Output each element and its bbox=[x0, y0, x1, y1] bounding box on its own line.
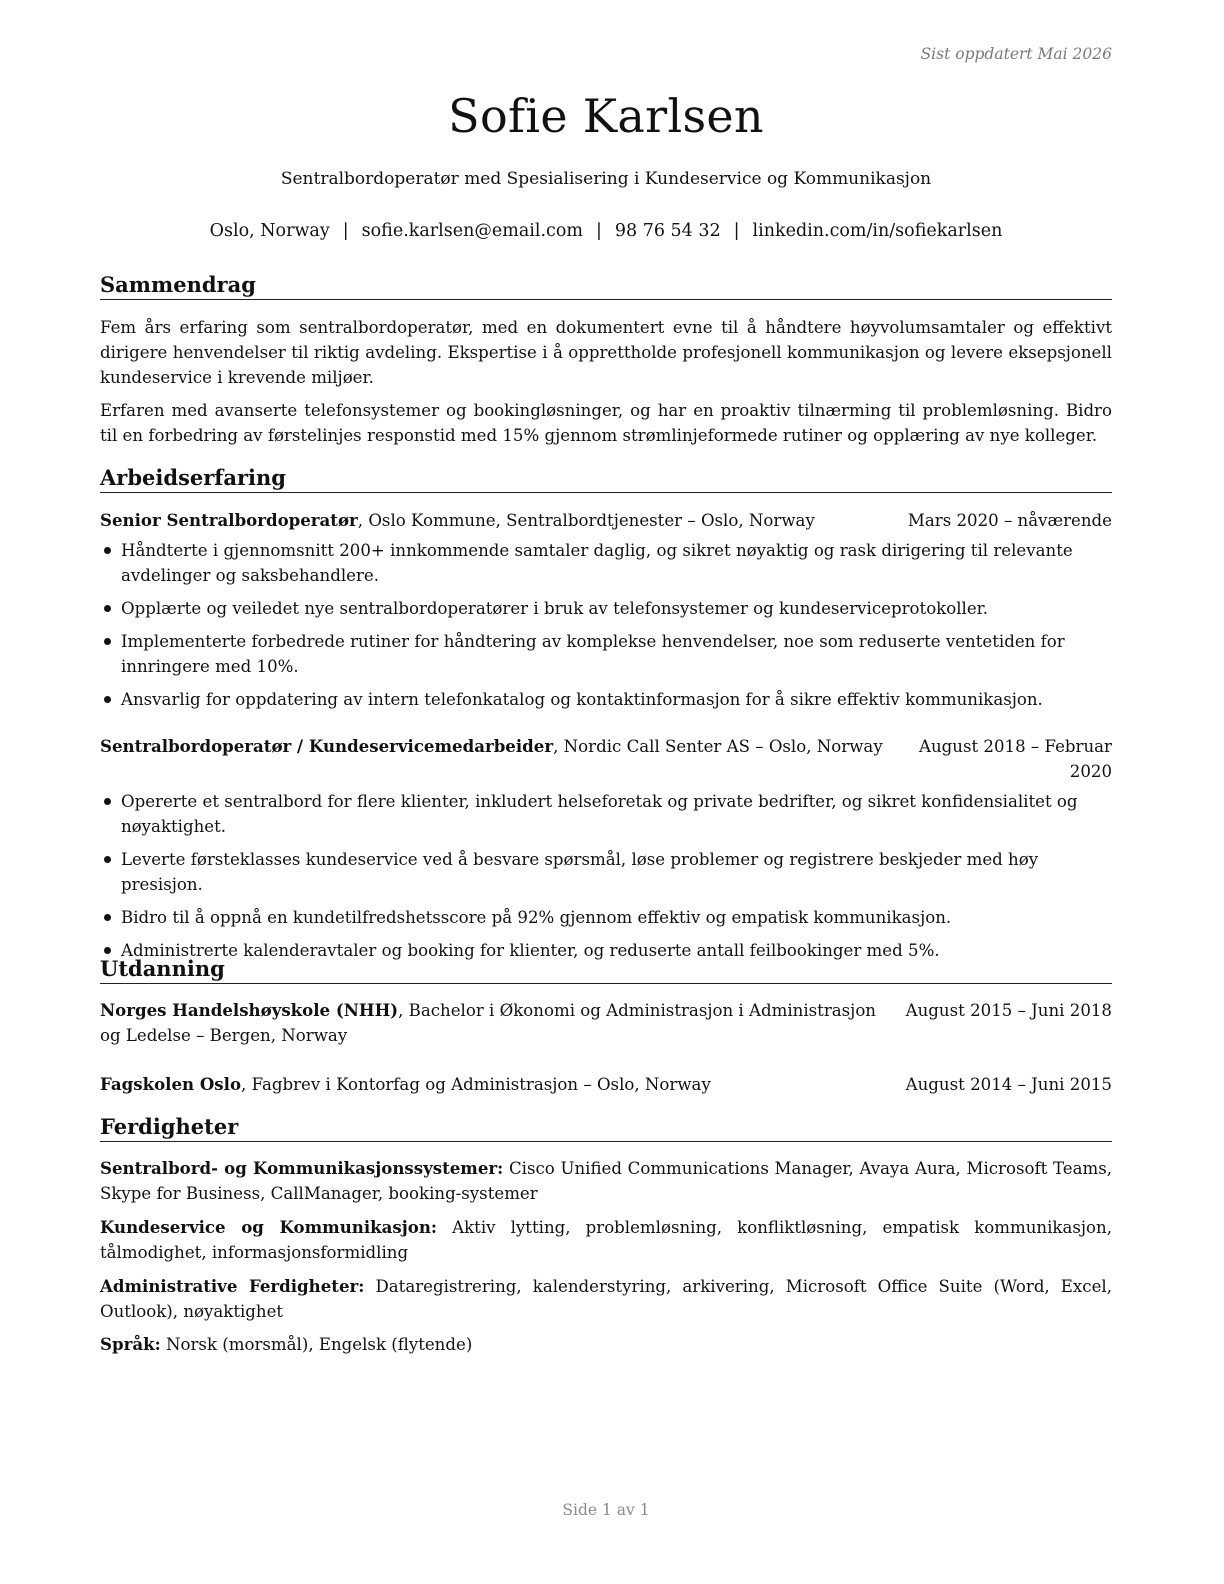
contact-separator: | bbox=[733, 221, 740, 241]
person-name: Sofie Karlsen bbox=[448, 89, 764, 143]
list-item: Leverte førsteklasses kundeservice ved å besvare spørsmål, løse problemer og registrere beskjeder med høy presisjon. bbox=[100, 847, 1112, 897]
education-details: , Bachelor i Økonomi og Administrasjon i Administrasjon bbox=[398, 1001, 876, 1020]
skill-text: Cisco Unified Communications Manager, Avaya Aura, Microsoft Teams, Skype for Business, CallManager, booking-systemer bbox=[100, 1159, 1112, 1203]
contact-separator: | bbox=[342, 221, 349, 241]
skill-text: Norsk (morsmål), Engelsk (flytende) bbox=[160, 1335, 473, 1354]
skill-item bbox=[100, 1274, 1112, 1324]
education-school: Fagskolen Oslo bbox=[100, 1074, 242, 1094]
education-details: og Ledelse – Bergen, Norway bbox=[100, 1026, 348, 1045]
contact-location: Oslo, Norway bbox=[209, 221, 330, 241]
job-role: Senior Sentralbordoperatør bbox=[100, 510, 358, 530]
contact-email[interactable]: sofie.karlsen@email.com bbox=[361, 221, 583, 241]
section-title-education: Utdanning bbox=[100, 956, 1112, 984]
resume-page bbox=[100, 0, 1112, 1584]
list-item: Opererte et sentralbord for flere klienter, inkludert helseforetak og private bedrifter, og sikret konfidensialitet og nøyaktighet. bbox=[100, 789, 1112, 839]
list-item: Opplærte og veiledet nye sentralbordoperatører i bruk av telefonsystemer og kundeserviceprotokoller. bbox=[100, 596, 1112, 621]
job-bullets bbox=[100, 538, 1112, 720]
section-title-summary: Sammendrag bbox=[100, 272, 1112, 300]
section-title-experience: Arbeidserfaring bbox=[100, 465, 1112, 493]
contact-separator: | bbox=[595, 221, 602, 241]
skill-label: Kundeservice og Kommunikasjon: bbox=[100, 1217, 438, 1237]
job-role: Sentralbordoperatør / Kundeservicemedarbeider bbox=[100, 736, 554, 756]
education-details: , Fagbrev i Kontorfag og Administrasjon – Oslo, Norway bbox=[241, 1075, 711, 1094]
education-school: Norges Handelshøyskole (NHH) bbox=[100, 1000, 399, 1020]
job-dates-line: August 2018 – Februar bbox=[918, 737, 1112, 756]
skill-label: Språk: bbox=[100, 1334, 161, 1354]
summary-paragraph: Erfaren med avanserte telefonsystemer og bookingløsninger, og har en proaktiv tilnærming til problemløsning. Bidro til en forbedring av førstelinjes responstid med 15% gjennom strømlinjeformede rutiner og opplæring av nye kolleger. bbox=[100, 401, 1112, 445]
education-dates: August 2015 – Juni 2018 bbox=[905, 1001, 1112, 1020]
last-updated: Sist oppdatert Mai 2026 bbox=[920, 45, 1112, 63]
page-footer: Side 1 av 1 bbox=[562, 1501, 650, 1519]
list-item: Håndterte i gjennomsnitt 200+ innkommende samtaler daglig, og sikret nøyaktig og rask dirigering til relevante avdelinger og saksbehandlere. bbox=[100, 538, 1112, 588]
contact-line bbox=[100, 219, 1112, 243]
job-bullets bbox=[100, 789, 1112, 971]
skill-item bbox=[100, 1215, 1112, 1265]
job-details: , Nordic Call Senter AS – Oslo, Norway bbox=[553, 737, 883, 756]
list-item: Bidro til å oppnå en kundetilfredshetsscore på 92% gjennom effektiv og empatisk kommunikasjon. bbox=[100, 905, 1112, 930]
skill-label: Sentralbord- og Kommunikasjonssystemer: bbox=[100, 1158, 504, 1178]
job-header bbox=[100, 508, 1112, 533]
list-item: Administrerte kalenderavtaler og booking for klienter, og reduserte antall feilbookinger med 5%. bbox=[100, 938, 1112, 963]
skill-item bbox=[100, 1332, 1112, 1357]
skill-label: Administrative Ferdigheter: bbox=[100, 1276, 365, 1296]
skill-text: Dataregistrering, kalenderstyring, arkivering, Microsoft Office Suite (Word, Excel, Outlook), nøyaktighet bbox=[100, 1277, 1112, 1321]
contact-phone: 98 76 54 32 bbox=[614, 221, 721, 241]
contact-linkedin[interactable]: linkedin.com/in/sofiekarlsen bbox=[752, 221, 1003, 241]
skill-item bbox=[100, 1156, 1112, 1206]
job-header bbox=[100, 734, 1112, 781]
job-dates-line: 2020 bbox=[1069, 762, 1112, 781]
job-details: , Oslo Kommune, Sentralbordtjenester – Oslo, Norway bbox=[357, 511, 815, 530]
job-dates bbox=[919, 734, 1112, 784]
education-dates: August 2014 – Juni 2015 bbox=[905, 1075, 1112, 1094]
summary-paragraph: Fem års erfaring som sentralbordoperatør, med en dokumentert evne til å håndtere høyvolumsamtaler og effektivt dirigere henvendelser til riktig avdeling. Ekspertise i å opprettholde profesjonell kommunikasjon og levere eksepsjonell kundeservice i krevende miljøer. bbox=[100, 318, 1112, 387]
education-item bbox=[100, 998, 1112, 1048]
education-item bbox=[100, 1072, 1112, 1097]
job-dates: Mars 2020 – nåværende bbox=[907, 511, 1112, 530]
skill-text: Aktiv lytting, problemløsning, konfliktløsning, empatisk kommunikasjon, tålmodighet, informasjonsformidling bbox=[100, 1218, 1112, 1262]
section-title-skills: Ferdigheter bbox=[100, 1114, 1112, 1142]
list-item: Implementerte forbedrede rutiner for håndtering av komplekse henvendelser, noe som reduserte ventetiden for innringere med 10%. bbox=[100, 629, 1112, 679]
list-item: Ansvarlig for oppdatering av intern telefonkatalog og kontaktinformasjon for å sikre effektiv kommunikasjon. bbox=[100, 687, 1112, 712]
headline: Sentralbordoperatør med Spesialisering i Kundeservice og Kommunikasjon bbox=[280, 169, 932, 189]
